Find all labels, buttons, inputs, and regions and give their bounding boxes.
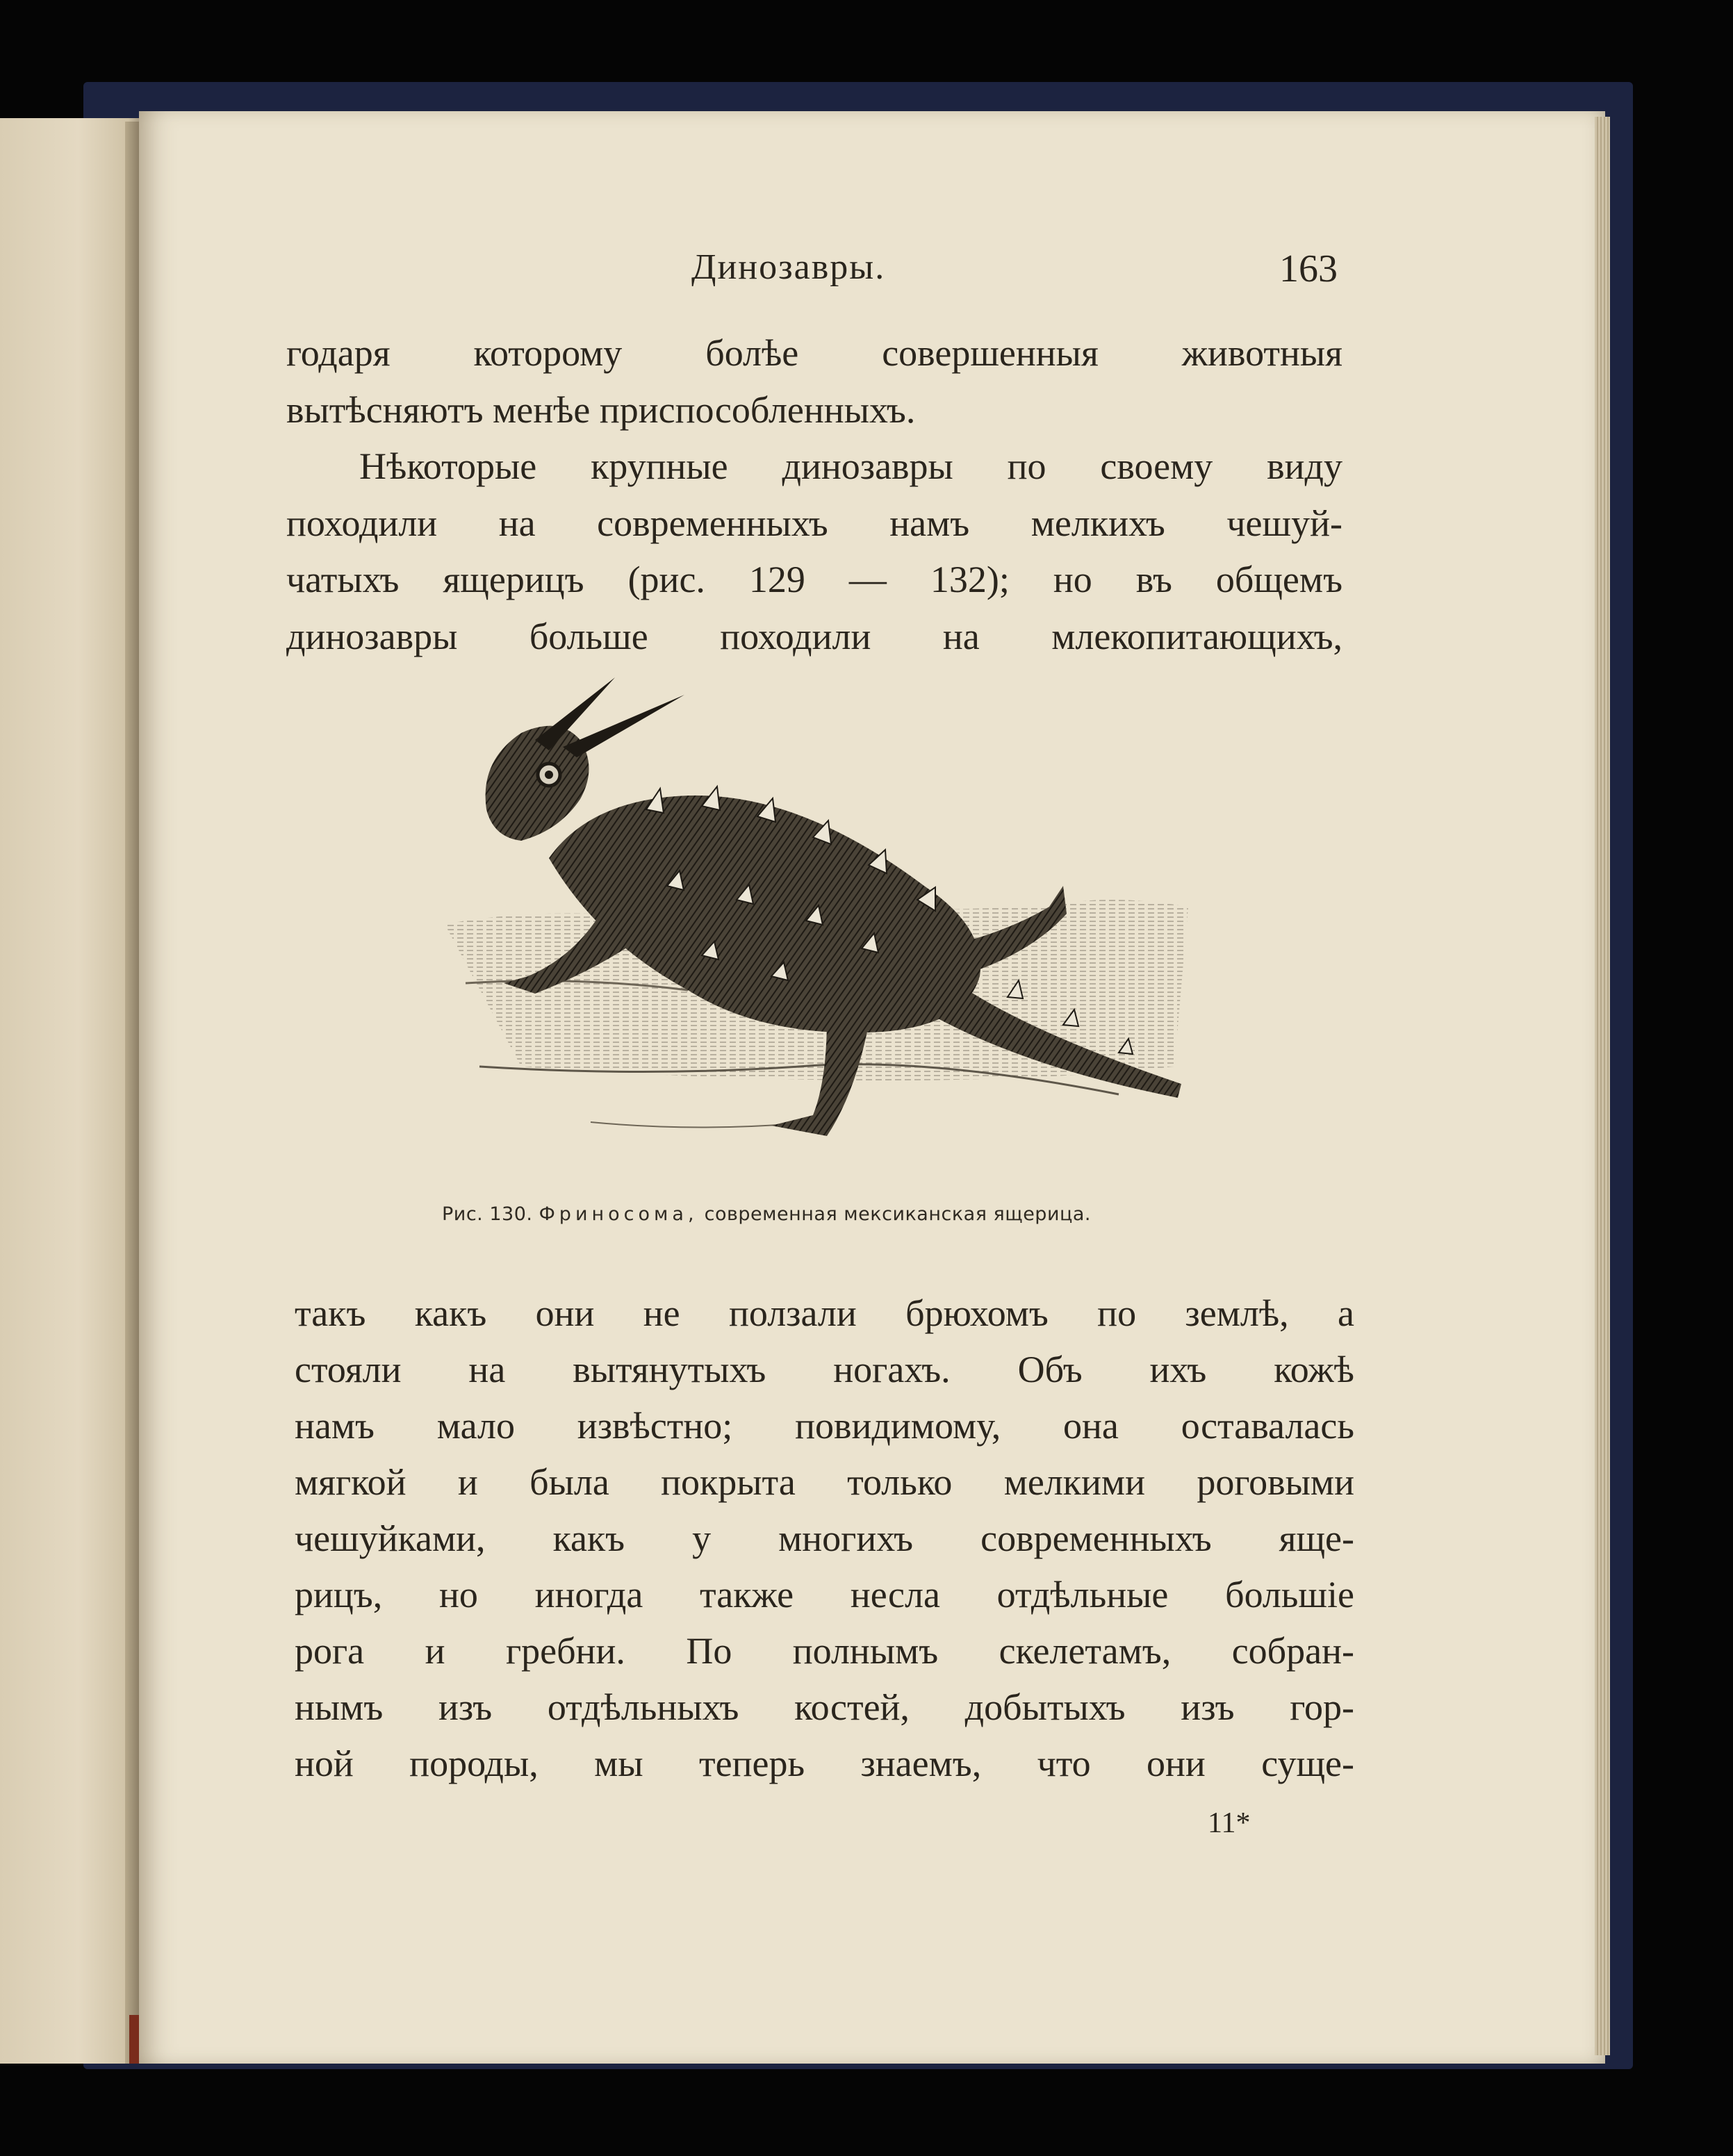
- text-line: рога и гребни. По полнымъ скелетамъ, собран-: [295, 1630, 1354, 1672]
- previous-page-edge: [0, 118, 142, 2064]
- horned-lizard-engraving: [438, 677, 1188, 1185]
- page-number: 163: [1279, 247, 1338, 290]
- lizard-illustration: [438, 677, 1188, 1185]
- caption-description: современная мексиканская ящерица.: [704, 1203, 1091, 1225]
- signature-mark: 11*: [1208, 1807, 1251, 1839]
- caption-figure-number: Рис. 130.: [442, 1203, 533, 1225]
- text-line: вытѣсняютъ менѣе приспособленныхъ.: [286, 388, 916, 431]
- body-text-bottom: [295, 1285, 1354, 1792]
- running-head: Динозавры.: [691, 247, 886, 287]
- text-line: ной породы, мы теперь знаемъ, что они суще-: [295, 1743, 1354, 1784]
- text-line: Нѣкоторые крупные динозавры по своему виду: [359, 445, 1342, 487]
- caption-species-name: Фриносома,: [539, 1203, 698, 1225]
- text-line: такъ какъ они не ползали брюхомъ по землѣ, а: [295, 1292, 1354, 1334]
- text-line: намъ мало извѣстно; повидимому, она оставалась: [295, 1405, 1354, 1447]
- text-line: динозавры больше походили на млекопитающихъ,: [286, 615, 1342, 657]
- text-line: чатыхъ ящерицъ (рис. 129 — 132); но въ общемъ: [286, 559, 1342, 600]
- page-stack-edges: [1595, 117, 1610, 2055]
- body-text-top: [286, 325, 1342, 665]
- text-line: стояли на вытянутыхъ ногахъ. Объ ихъ кожѣ: [295, 1349, 1354, 1390]
- text-line: походили на современныхъ намъ мелкихъ чешуй-: [286, 502, 1342, 544]
- page-header: [288, 247, 1338, 302]
- text-line: мягкой и была покрыта только мелкими роговыми: [295, 1461, 1354, 1503]
- figure-caption: [442, 1203, 1206, 1225]
- text-line: нымъ изъ отдѣльныхъ костей, добытыхъ изъ гор-: [295, 1686, 1354, 1728]
- text-line: чешуйками, какъ у многихъ современныхъ яще-: [295, 1517, 1354, 1559]
- text-line: рицъ, но иногда также несла отдѣльные большіе: [295, 1574, 1354, 1615]
- text-line: годаря которому болѣе совершенныя животныя: [286, 332, 1342, 374]
